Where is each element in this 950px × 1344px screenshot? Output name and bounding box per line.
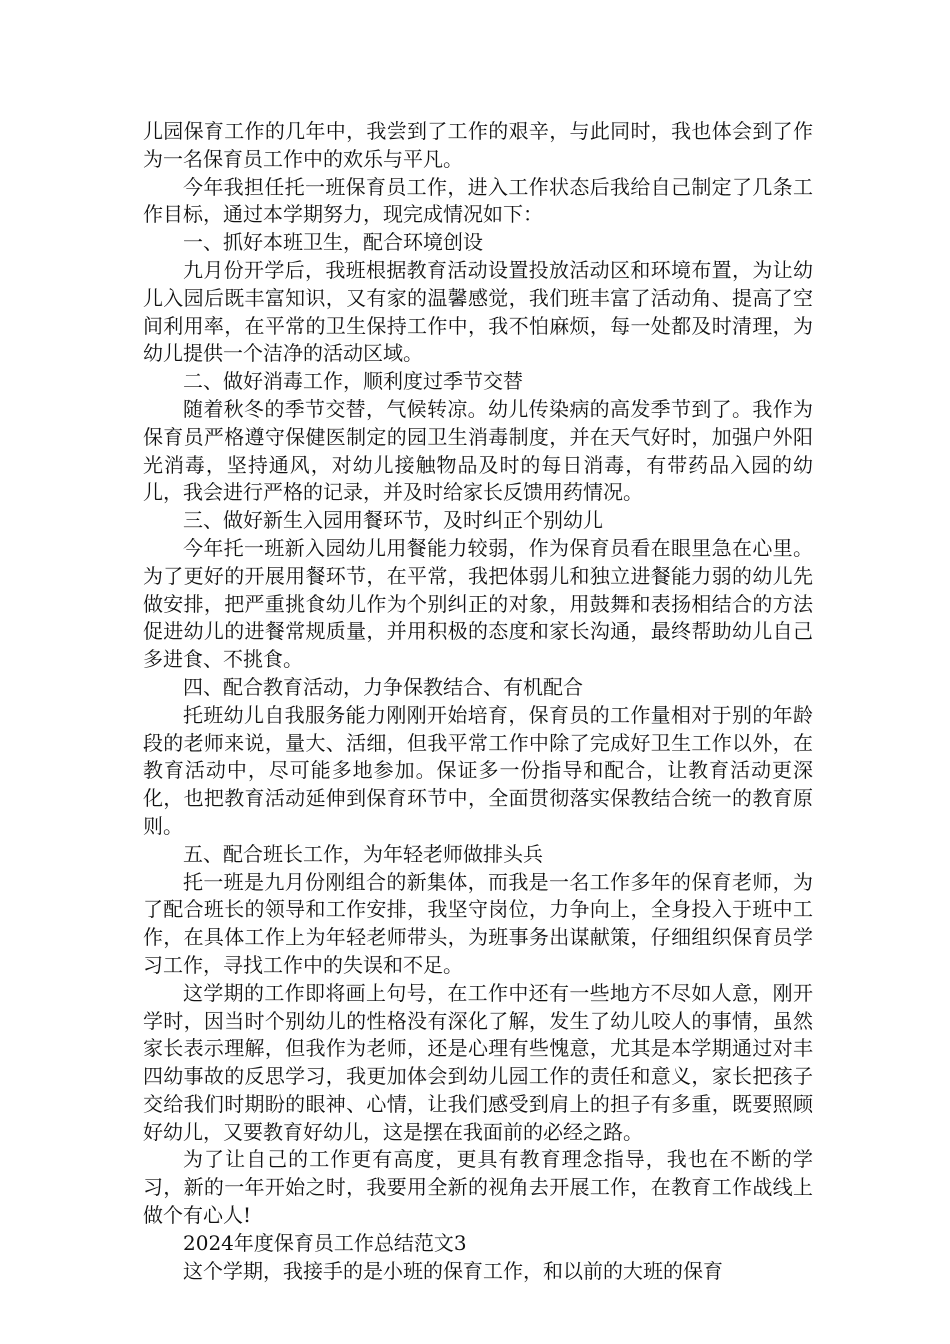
section-heading: 三、做好新生入园用餐环节，及时纠正个别幼儿 xyxy=(183,508,603,533)
section-heading: 一、抓好本班卫生，配合环境创设 xyxy=(183,230,483,255)
paragraph: 九月份开学后，我班根据教育活动设置投放活动区和环境布置，为让幼儿入园后既丰富知识，又有家的温馨感觉，我们班丰富了活动角、提高了空间利用率，在平常的卫生保持工作中，我不怕麻烦，每一处都及时清理，为幼儿提供一个洁净的活动区域。 xyxy=(143,257,813,366)
paragraph: 今年托一班新入园幼儿用餐能力较弱，作为保育员看在眼里急在心里。为了更好的开展用餐环节，在平常，我把体弱儿和独立进餐能力弱的幼儿先做安排，把严重挑食幼儿作为个别纠正的对象，用鼓舞和表扬相结合的方法促进幼儿的进餐常规质量，并用积极的态度和家长沟通，最终帮助幼儿自己多进食、不挑食。 xyxy=(143,535,813,672)
paragraph: 今年我担任托一班保育员工作，进入工作状态后我给自己制定了几条工作目标，通过本学期努力，现完成情况如下： xyxy=(143,174,813,227)
paragraph: 这个学期，我接手的是小班的保育工作，和以前的大班的保育 xyxy=(183,1258,723,1283)
section-heading: 五、配合班长工作，为年轻老师做排头兵 xyxy=(183,841,543,866)
paragraph: 为了让自己的工作更有高度，更具有教育理念指导，我也在不断的学习，新的一年开始之时，我要用全新的视角去开展工作，在教育工作战线上做个有心人! xyxy=(143,1147,813,1228)
paragraph: 托一班是九月份刚组合的新集体，而我是一名工作多年的保育老师，为了配合班长的领导和工作安排，我坚守岗位，力争向上，全身投入于班中工作，在具体工作上为年轻老师带头，为班事务出谋献策，仔细组织保育员学习工作，寻找工作中的失误和不足。 xyxy=(143,869,813,977)
paragraph: 儿园保育工作的几年中，我尝到了工作的艰辛，与此同时，我也体会到了作为一名保育员工作中的欢乐与平凡。 xyxy=(143,119,813,171)
section-heading: 二、做好消毒工作，顺利度过季节交替 xyxy=(183,369,523,394)
paragraph: 随着秋冬的季节交替，气候转凉。幼儿传染病的高发季节到了。我作为保育员严格遵守保健医制定的园卫生消毒制度，并在天气好时，加强户外阳光消毒，坚持通风，对幼儿接触物品及时的每日消毒，有带药品入园的幼儿，我会进行严格的记录，并及时给家长反馈用药情况。 xyxy=(143,396,813,505)
paragraph: 这学期的工作即将画上句号，在工作中还有一些地方不尽如人意，刚开学时，因当时个别幼儿的性格没有深化了解，发生了幼儿咬人的事情，虽然家长表示理解，但我作为老师，还是心理有些愧意，尤其是本学期通过对丰四幼事故的反思学习，我更加体会到幼儿园工作的责任和意义，家长把孩子交给我们时期盼的眼神、心情，让我们感受到肩上的担子有多重，既要照顾好幼儿，又要教育好幼儿，这是摆在我面前的必经之路。 xyxy=(143,980,813,1144)
paragraph: 托班幼儿自我服务能力刚刚开始培育，保育员的工作量相对于别的年龄段的老师来说，量大、活细，但我平常工作中除了完成好卫生工作以外，在教育活动中，尽可能多地参加。保证多一份指导和配合，让教育活动更深化，也把教育活动延伸到保育环节中，全面贯彻落实保教结合统一的教育原则。 xyxy=(143,702,813,838)
document-body xyxy=(143,118,813,1285)
document-subtitle: 2024年度保育员工作总结范文3 xyxy=(183,1230,467,1255)
section-heading: 四、配合教育活动，力争保教结合、有机配合 xyxy=(183,674,583,699)
